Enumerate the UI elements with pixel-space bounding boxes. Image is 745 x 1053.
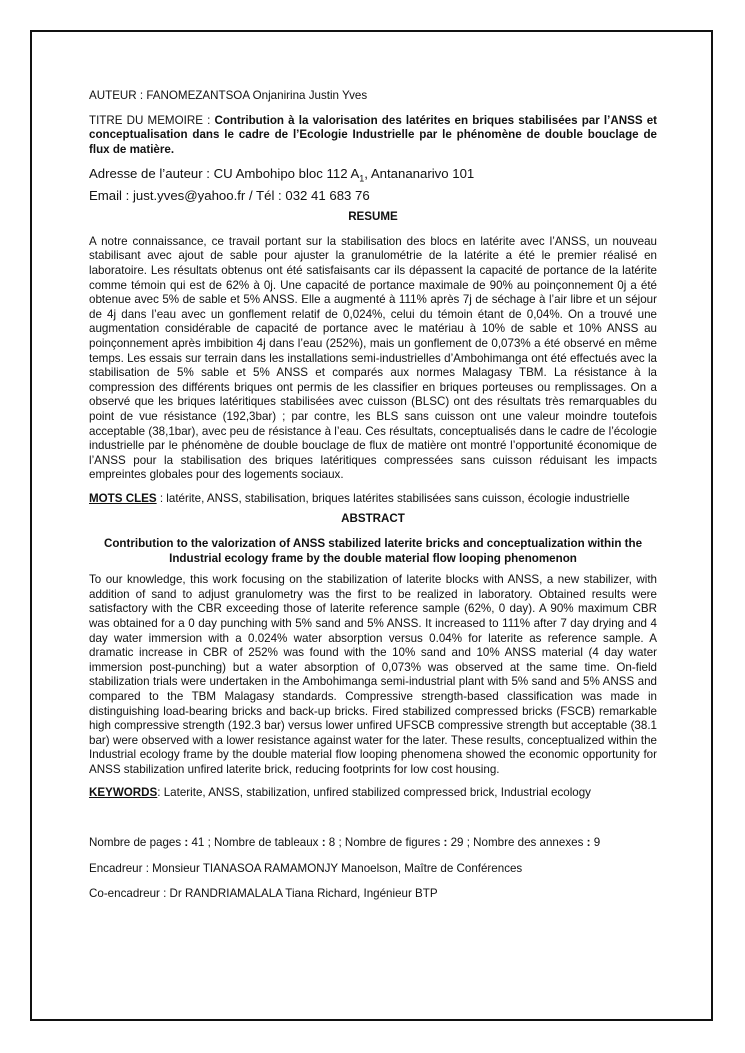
- thesis-title-text: Contribution à la valorisation des latérites en briques stabilisées par l’ANSS et conceptualisation dans le cadre de l’Ecologie Industrielle par le phénomène de double bouclage de flux de matière.: [89, 113, 658, 156]
- abstract-body: To our knowledge, this work focusing on the stabilization of laterite blocks with ANSS, a new stabilizer, with addition of sand to adjust granulometry was the first to be realized in laboratory. Obtained results were satisfactory with the CBR exceeding those of laterite reference sample (62%, 0 day). A 90% maximum CBR was obtained for a 0 day punching with 5% sand and 5% ANSS. It increased to 111% after 7 day drying and 4 day water immersion with a 0.024% water absorption versus 0.04% for laterite as reference sample. A dramatic increase in CBR of 252% was found with the 10% sand and 10% ANSS material (4 day water immersion post-punching) but a water absorption of 0,073% was observed at the same time. On-field stabilization trials were undertaken in the Ambohimanga semi-industrial plant with 5% sand and 5% ANSS and compared to the TBM Malagasy standards. Compressive strength-based classification was made in distinguishing load-bearing bricks and back-up bricks. Fired stabilized compressed bricks (FSCB) remarkable high compressive strength (192.3 bar) versus lower unfired UFSCB compressive strength but acceptable (38.1 bar) were observed with a lower resistance against water for the later. These results, conceptualized within the Industrial ecology frame by the double material flow looping phenomena showed the economic opportunity for ANSS stabilization unfired laterite brick, reducing footprints for low cost housing.: [89, 573, 657, 776]
- resume-body: A notre connaissance, ce travail portant sur la stabilisation des blocs en latérite avec l’ANSS, un nouveau stabilisant avec ajout de sable pour ajuster la granulométrie de la latérite a été le premier réalisé en laboratoire. Les résultats obtenus ont été satisfaisants car ils dépassent la capacité de portance de la latérite comme témoin qui est de 62% à 0j. Une capacité de portance maximale de 90% au poinçonnement 0j a été obtenue avec 5% de sable et 5% ANSS. Elle a augmenté à 111% après 7j de séchage à l’air libre et un séjour de 4j dans l’eau avec un gonflement relatif de 0,024%, celui du témoin étant de 0,04%. On a trouvé une augmentation considérable de capacité de portance avec le matériau à 10% de sable et 10% ANSS au poinçonnement après imbibition 4j dans l’eau (252%), mais un gonflement de 0,073% a été observé en même temps. Les essais sur terrain dans les installations semi-industrielles d’Ambohimanga ont été effectués avec la stabilisation de 5% sable et 5% ANSS et comparés aux normes Malagasy TBM. La résistance à la compression des différents briques ont permis de les classifier en briques porteuses ou remplissages. On a observé que les briques latéritiques stabilisées avec cuisson (BLSC) ont des résultats très remarquables du point de vue résistance (192,3bar) ; par contre, les BLS sans cuisson ont une valeur moindre toutefois acceptable (38,1bar), avec peu de résistance à l’eau. Ces résultats, conceptualisés dans le cadre de l’écologie industrielle par le phénomène de double bouclage de flux de matière ont montré l’opportunité économique de l’ANSS pour la stabilisation des briques latéritiques compressées sans cuisson réduisant les impacts empreintes globales pour des logements sociaux.: [89, 234, 657, 482]
- resume-keywords: [89, 492, 657, 507]
- abstract-title: Contribution to the valorization of ANSS stabilized laterite bricks and conceptualization within the Industrial ecology frame by the double material flow looping phenomenon: [103, 537, 643, 565]
- pages-count: 41: [191, 836, 205, 850]
- thesis-title: [89, 114, 657, 158]
- author-line: [89, 89, 657, 104]
- supervisor: Encadreur : Monsieur TIANASOA RAMAMONJY Manoelson, Maître de Conférences: [89, 861, 523, 875]
- figures-count: 29: [450, 836, 464, 850]
- document-body: [89, 89, 657, 902]
- tables-count: 8: [328, 836, 336, 850]
- mots-cles-text: : latérite, ANSS, stabilisation, briques latérites stabilisées sans cuisson, écologie industrielle: [156, 491, 630, 505]
- co-supervisor: Co-encadreur : Dr RANDRIAMALALA Tiana Richard, Ingénieur BTP: [89, 887, 438, 901]
- annexes-count: 9: [593, 836, 601, 850]
- keywords-text: : Laterite, ANSS, stabilization, unfired stabilized compressed brick, Industrial ecology: [157, 785, 591, 799]
- resume-heading: RESUME: [348, 210, 398, 224]
- thesis-title-label: TITRE DU MEMOIRE :: [89, 113, 215, 127]
- keywords-label: KEYWORDS: [89, 785, 158, 799]
- author-label: AUTEUR :: [89, 89, 147, 102]
- mots-cles-label: MOTS CLES: [89, 491, 157, 505]
- abstract-keywords: [89, 786, 657, 801]
- author-name: FANOMEZANTSOA Onjanirina Justin Yves: [146, 89, 368, 102]
- author-contact: Email : just.yves@yahoo.fr / Tél : 032 41 683 76: [89, 187, 370, 203]
- document-stats: Nombre de pages : 41 ; Nombre de tableaux : 8 ; Nombre de figures : 29 ; Nombre des annexes : 9: [89, 836, 601, 850]
- abstract-heading: ABSTRACT: [341, 512, 405, 526]
- author-address: Adresse de l’auteur : CU Ambohipo bloc 112 $A_1$, Antananarivo 101: [89, 166, 475, 185]
